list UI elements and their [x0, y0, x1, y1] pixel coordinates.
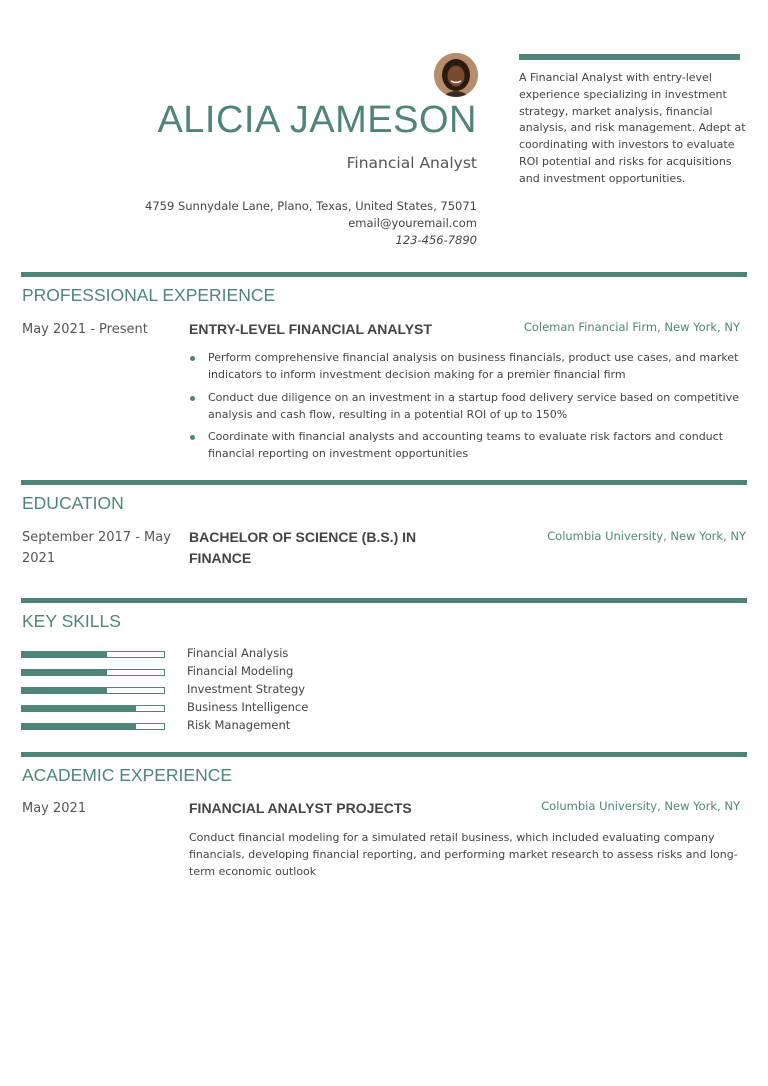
academic-role: FINANCIAL ANALYST PROJECTS — [189, 800, 412, 816]
job-title: Financial Analyst — [346, 154, 477, 172]
skill-level-bar — [21, 669, 165, 676]
email: email@youremail.com — [348, 216, 477, 230]
skill-row — [21, 664, 321, 682]
education-org: Columbia University, New York, NY — [547, 529, 746, 543]
skill-label: Financial Modeling — [187, 664, 294, 678]
candidate-name: ALICIA JAMESON — [157, 99, 477, 141]
bullet-icon — [190, 435, 195, 440]
skill-level-fill — [22, 724, 136, 729]
academic-org: Columbia University, New York, NY — [541, 799, 740, 813]
bullet-icon — [190, 396, 195, 401]
experience-org: Coleman Financial Firm, New York, NY — [523, 320, 740, 334]
section-divider — [21, 598, 747, 603]
bullet-icon — [190, 356, 195, 361]
section-title-academic: ACADEMIC EXPERIENCE — [22, 765, 233, 785]
skill-label: Investment Strategy — [187, 682, 306, 696]
section-divider — [21, 480, 747, 485]
academic-description: Conduct financial modeling for a simulated retail business, which included evaluating company financials, developing financial reporting, and performing market research to assess risks and long-term economic outlook — [189, 831, 738, 878]
section-title-experience: PROFESSIONAL EXPERIENCE — [22, 285, 276, 305]
skill-row — [21, 718, 321, 736]
section-divider — [21, 752, 747, 757]
experience-bullets — [190, 349, 750, 468]
profile-photo — [434, 53, 478, 97]
list-item: Conduct due diligence on an investment in a startup food delivery service based on competitive analysis and cash flow, resulting in a potential ROI of up to 150% — [190, 389, 750, 423]
skill-label: Business Intelligence — [187, 700, 309, 714]
skill-row — [21, 700, 321, 718]
skill-level-bar — [21, 705, 165, 712]
skill-label: Financial Analysis — [187, 646, 289, 660]
list-item: Coordinate with financial analysts and accounting teams to evaluate risk factors and conduct financial reporting on investment opportunities — [190, 428, 750, 462]
academic-date: May 2021 — [22, 801, 87, 816]
skill-row — [21, 646, 321, 664]
section-title-education: EDUCATION — [22, 493, 124, 513]
section-title-skills: KEY SKILLS — [22, 611, 121, 631]
skill-level-fill — [22, 670, 107, 675]
skill-level-fill — [22, 688, 107, 693]
skill-level-fill — [22, 652, 107, 657]
skill-row — [21, 682, 321, 700]
list-item: Perform comprehensive financial analysis on business financials, product use cases, and market indicators to inform investment decision making for a premier financial firm — [190, 349, 750, 383]
section-divider — [21, 272, 747, 277]
skill-level-bar — [21, 651, 165, 658]
education-date: September 2017 - May 2021 — [22, 530, 171, 566]
skill-level-bar — [21, 687, 165, 694]
skill-level-fill — [22, 706, 136, 711]
experience-date: May 2021 - Present — [22, 322, 148, 337]
phone: 123-456-7890 — [395, 233, 477, 247]
experience-role: ENTRY-LEVEL FINANCIAL ANALYST — [189, 321, 432, 337]
skill-label: Risk Management — [187, 718, 291, 732]
summary-accent-bar — [519, 54, 740, 60]
education-degree: BACHELOR OF SCIENCE (B.S.) IN FINANCE — [189, 529, 417, 566]
address: 4759 Sunnydale Lane, Plano, Texas, United States, 75071 — [145, 199, 477, 213]
summary: A Financial Analyst with entry-level experience specializing in investment strategy, market analysis, financial analysis, and risk management. Adept at coordinating with investors to evaluate ROI potential and risks for acquisitions and investment opportunities. — [519, 71, 746, 185]
skill-level-bar — [21, 723, 165, 730]
